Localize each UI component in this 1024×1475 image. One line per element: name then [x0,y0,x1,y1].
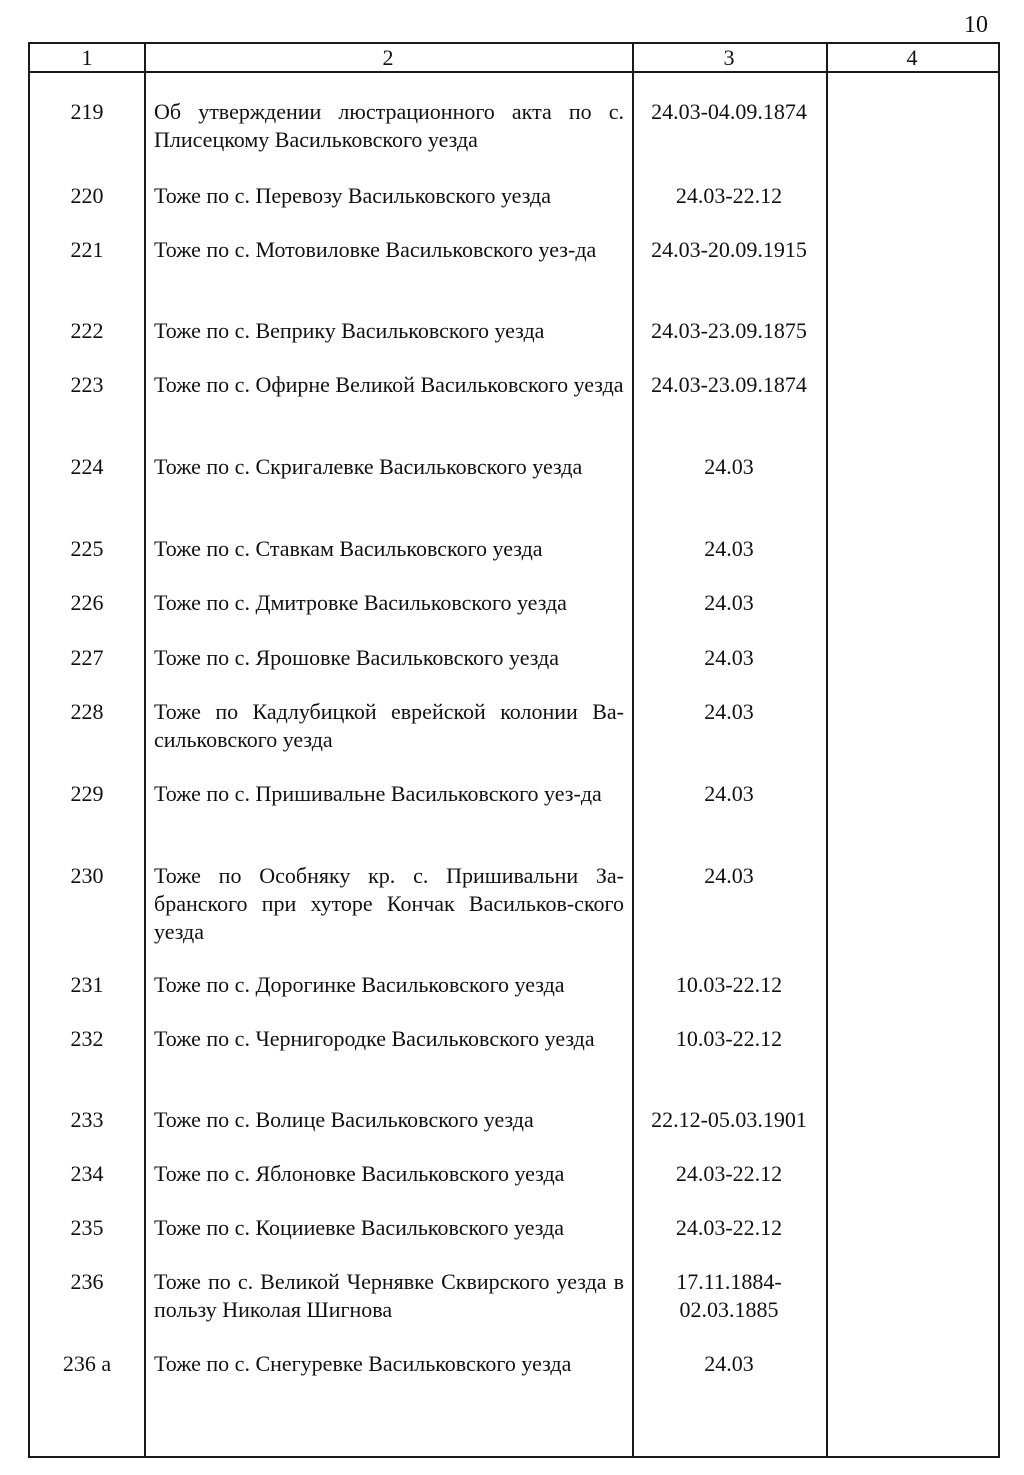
record-description: Тоже по с. Перевозу Васильковского уезда [154,183,551,208]
record-number: 234 [70,1161,104,1186]
record-number: 236 [70,1269,104,1294]
record-description: Тоже по с. Дмитровке Васильковского уезда [154,590,567,615]
record-description: Тоже по с. Ярошовке Васильковского уезда [154,645,559,670]
record-dates: 24.03 [704,536,754,561]
record-description: Тоже по с. Офирне Великой Васильковского уезда [154,372,624,397]
record-description: Тоже по с. Великой Чернявке Сквирского уезда в пользу Николая Шигнова [154,1269,624,1322]
record-description: Тоже по с. Коцииевке Васильковского уезда [154,1215,565,1240]
record-dates: 24.03 [704,1351,754,1376]
record-dates: 24.03-20.09.1915 [651,237,807,262]
record-description: Тоже по с. Скригалевке Васильковского уезда [154,454,583,479]
table-row [30,780,998,808]
record-dates: 24.03 [704,454,754,479]
table-row [30,317,998,345]
table-row [30,971,998,999]
header-col-1: 1 [81,45,93,70]
record-number: 220 [70,183,104,208]
record-dates: 24.03 [704,781,754,806]
table-row [30,453,998,481]
table-row [30,535,998,563]
table-row [30,862,998,946]
record-description: Тоже по Особняку кр. с. Пришивальни За-бранского при хуторе Кончак Васильков-ского уезда [154,863,624,944]
record-dates: 22.12-05.03.1901 [651,1107,807,1132]
record-number: 229 [70,781,104,806]
table-header [30,44,998,73]
record-number: 233 [70,1107,104,1132]
record-number: 231 [70,972,104,997]
record-dates: 10.03-22.12 [675,972,783,997]
record-dates: 24.03 [704,863,754,888]
record-description: Тоже по с. Веприку Васильковского уезда [154,318,545,343]
table-row [30,371,998,399]
table-row [30,644,998,672]
record-number: 235 [70,1215,104,1240]
record-dates: 24.03 [704,645,754,670]
record-dates: 24.03-04.09.1874 [651,99,807,124]
record-description: Тоже по с. Ставкам Васильковского уезда [154,536,543,561]
record-number: 219 [70,99,104,124]
record-dates: 17.11.1884- 02.03.1885 [676,1269,782,1322]
record-number: 222 [70,318,104,343]
page-number: 10 [964,12,988,38]
record-description: Тоже по с. Яблоновке Васильковского уезда [154,1161,565,1186]
table-row [30,1160,998,1188]
table-row [30,1350,998,1378]
archive-table [28,42,1000,1458]
table-row [30,98,998,154]
record-description: Тоже по с. Пришивальне Васильковского уез-да [154,781,602,806]
table-row [30,182,998,210]
header-col-3: 3 [723,45,735,70]
table-row [30,1214,998,1242]
record-number: 232 [70,1026,104,1051]
table-row [30,698,998,754]
header-col-4: 4 [906,45,918,70]
record-description: Об утверждении люстрационного акта по с. Плисецкому Васильковского уезда [154,99,624,152]
record-description: Тоже по с. Волице Васильковского уезда [154,1107,534,1132]
record-dates: 10.03-22.12 [675,1026,783,1051]
record-number: 223 [70,372,104,397]
record-dates: 24.03-23.09.1875 [651,318,807,343]
header-col-2: 2 [382,45,394,70]
record-dates: 24.03-22.12 [675,1161,783,1186]
table-row [30,1268,998,1324]
record-description: Тоже по с. Мотовиловке Васильковского уез-да [154,237,597,262]
record-number: 236 а [62,1351,112,1376]
record-number: 226 [70,590,104,615]
record-dates: 24.03-23.09.1874 [651,372,807,397]
record-dates: 24.03 [704,590,754,615]
record-description: Тоже по Кадлубицкой еврейской колонии Ва-сильковского уезда [154,699,624,752]
record-description: Тоже по с. Чернигородке Васильковского уезда [154,1026,595,1051]
record-dates: 24.03-22.12 [675,183,783,208]
table-row [30,589,998,617]
record-number: 225 [70,536,104,561]
record-description: Тоже по с. Дорогинке Васильковского уезда [154,972,565,997]
table-row [30,1025,998,1053]
record-number: 224 [70,454,104,479]
record-dates: 24.03-22.12 [675,1215,783,1240]
record-number: 228 [70,699,104,724]
record-number: 230 [70,863,104,888]
record-number: 221 [70,237,104,262]
table-row [30,236,998,264]
record-description: Тоже по с. Снегуревке Васильковского уезда [154,1351,572,1376]
table-row [30,1106,998,1134]
record-dates: 24.03 [704,699,754,724]
record-number: 227 [70,645,104,670]
